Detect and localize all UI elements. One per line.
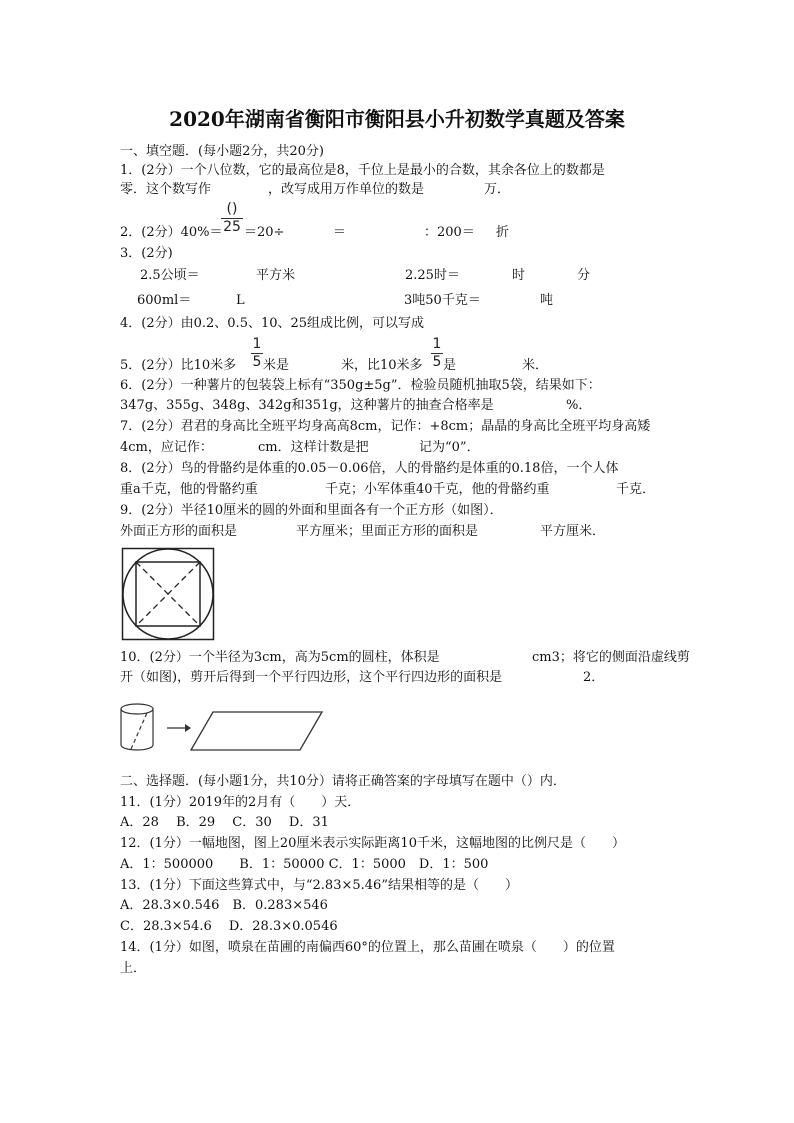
q2-fraction-denominator: 25 bbox=[223, 219, 241, 235]
q8-line2c: 千克． bbox=[616, 482, 656, 497]
q12-stem: 12．(1分）一幅地图，图上20厘米表示实际距离10千米，这幅地图的比例尺是（ ） bbox=[120, 836, 625, 851]
q5-part-a: 5．(2分）比10米多 bbox=[120, 358, 237, 373]
q6-line2a: 347g、355g、348g、342g和351g，这种薯片的抽查合格率是 bbox=[120, 398, 494, 413]
q5-fraction-1 bbox=[251, 337, 263, 370]
q5-fraction-1-numerator: 1 bbox=[252, 336, 262, 352]
q13-stem: 13．(1分）下面这些算式中，与“2.83×5.46”结果相等的是（ ） bbox=[120, 878, 518, 893]
q5-part-d: 是 bbox=[443, 358, 457, 373]
q2-part-e: 折 bbox=[496, 225, 510, 240]
q3-a1: 2.5公顷＝ bbox=[140, 268, 200, 283]
q1-line2a: 零．这个数写作 bbox=[120, 182, 212, 197]
q4-text: 4．(2分）由0.2、0.5、10、25组成比例，可以写成 bbox=[120, 316, 425, 331]
q7-line2b: cm．这样计数是把 bbox=[258, 440, 369, 455]
q5-fraction-2 bbox=[431, 337, 443, 370]
section1-header: 一、填空题．(每小题2分，共20分) bbox=[120, 144, 324, 159]
q3-b3: 分 bbox=[577, 268, 591, 283]
q3-b1: 2.25时＝ bbox=[405, 268, 460, 283]
q9-line2b: 平方厘米；里面正方形的面积是 bbox=[296, 524, 479, 539]
q11-stem: 11．(1分）2019年的2月有（ ）天． bbox=[120, 795, 361, 810]
q7-line1: 7．(2分）君君的身高比全班平均身高高8cm，记作：+8cm；晶晶的身高比全班平均身高矮 bbox=[120, 419, 651, 434]
q2-part-a: 2．(2分）40%＝ bbox=[120, 225, 223, 240]
q13-options-ab: A．28.3×0.546 B．0.283×546 bbox=[120, 898, 328, 913]
arrow-right-icon bbox=[185, 724, 191, 732]
q3-a2: 平方米 bbox=[256, 268, 296, 283]
page-title: 2020年湖南省衡阳市衡阳县小升初数学真题及答案 bbox=[169, 107, 625, 131]
q5-fraction-2-numerator: 1 bbox=[432, 336, 442, 352]
section2-header: 二、选择题．(每小题1分，共10分）请将正确答案的字母填写在题中（）内． bbox=[120, 774, 566, 789]
cylinder-cut-line bbox=[131, 713, 147, 749]
q1-line1: 1．(2分）一个八位数，它的最高位是8，千位上是最小的合数，其余各位上的数都是 bbox=[120, 163, 605, 178]
q9-line1: 9．(2分）半径10厘米的圆的外面和里面各有一个正方形（如图）． bbox=[120, 503, 503, 518]
q2-part-d: ：200＝ bbox=[424, 225, 475, 240]
cylinder-top bbox=[121, 704, 153, 714]
q1-line2c: 万． bbox=[484, 182, 511, 197]
q3-d1: 3吨50千克＝ bbox=[404, 293, 481, 308]
q13-options-cd: C．28.3×54.6 D．28.3×0.0546 bbox=[120, 919, 338, 934]
q7-line2a: 4cm，应记作： bbox=[120, 440, 213, 455]
q10-cylinder-unfold-figure bbox=[117, 700, 327, 758]
q5-fraction-1-denominator: 5 bbox=[252, 354, 262, 370]
q2-part-c: ＝ bbox=[333, 225, 347, 240]
q8-line2b: 千克；小军体重40千克，他的骨骼约重 bbox=[325, 482, 550, 497]
q5-part-b: 米是 bbox=[263, 358, 290, 373]
q14-line1: 14．(1分）如图，喷泉在苗圃的南偏西60°的位置上，那么苗圃在喷泉（ ）的位置 bbox=[120, 940, 615, 955]
q7-line2c: 记为“0”． bbox=[419, 440, 480, 455]
q9-line2a: 外面正方形的面积是 bbox=[120, 524, 238, 539]
q10-line2b: 2． bbox=[583, 670, 605, 685]
q10-line2a: 开（如图)，剪开后得到一个平行四边形，这个平行四边形的面积是 bbox=[120, 670, 503, 685]
q5-fraction-2-denominator: 5 bbox=[432, 354, 442, 370]
q9-circle-squares-figure bbox=[121, 547, 215, 641]
q3-b2: 时 bbox=[512, 268, 526, 283]
q14-line2: 上． bbox=[120, 961, 147, 976]
q2-fraction bbox=[221, 202, 243, 235]
q10-line1a: 10．(2分）一个半径为3cm，高为5cm的圆柱，体积是 bbox=[120, 650, 440, 665]
cylinder-bottom bbox=[121, 745, 153, 750]
q8-line2a: 重a千克，他的骨骼约重 bbox=[120, 482, 258, 497]
q5-part-c: 米，比10米多 bbox=[341, 358, 423, 373]
q3-c1: 600ml＝ bbox=[137, 293, 192, 308]
q11-options: A．28 B．29 C．30 D．31 bbox=[120, 815, 329, 830]
q6-line2b: %． bbox=[566, 398, 592, 413]
q8-line1: 8．(2分）鸟的骨骼约是体重的0.05－0.06倍，人的骨骼约是体重的0.18倍，一个人体 bbox=[120, 461, 619, 476]
q12-options: A．1：500000 B．1：50000 C．1：5000 D．1：500 bbox=[120, 857, 489, 872]
q2-fraction-numerator: () bbox=[226, 201, 238, 217]
q6-line1: 6．(2分）一种薯片的包装袋上标有“350g±5g”．检验员随机抽取5袋，结果如下： bbox=[120, 378, 601, 393]
q3-d2: 吨 bbox=[540, 293, 554, 308]
q3-head: 3．(2分) bbox=[120, 246, 173, 261]
q1-line2b: ，改写成用万作单位的数是 bbox=[268, 182, 425, 197]
q9-line2c: 平方厘米． bbox=[540, 524, 606, 539]
q2-part-b: ＝20÷ bbox=[244, 225, 285, 240]
q3-c2: L bbox=[236, 293, 245, 308]
parallelogram bbox=[191, 712, 322, 750]
q10-line1b: cm3；将它的侧面沿虚线剪 bbox=[532, 650, 690, 665]
q5-part-e: 米． bbox=[522, 358, 549, 373]
